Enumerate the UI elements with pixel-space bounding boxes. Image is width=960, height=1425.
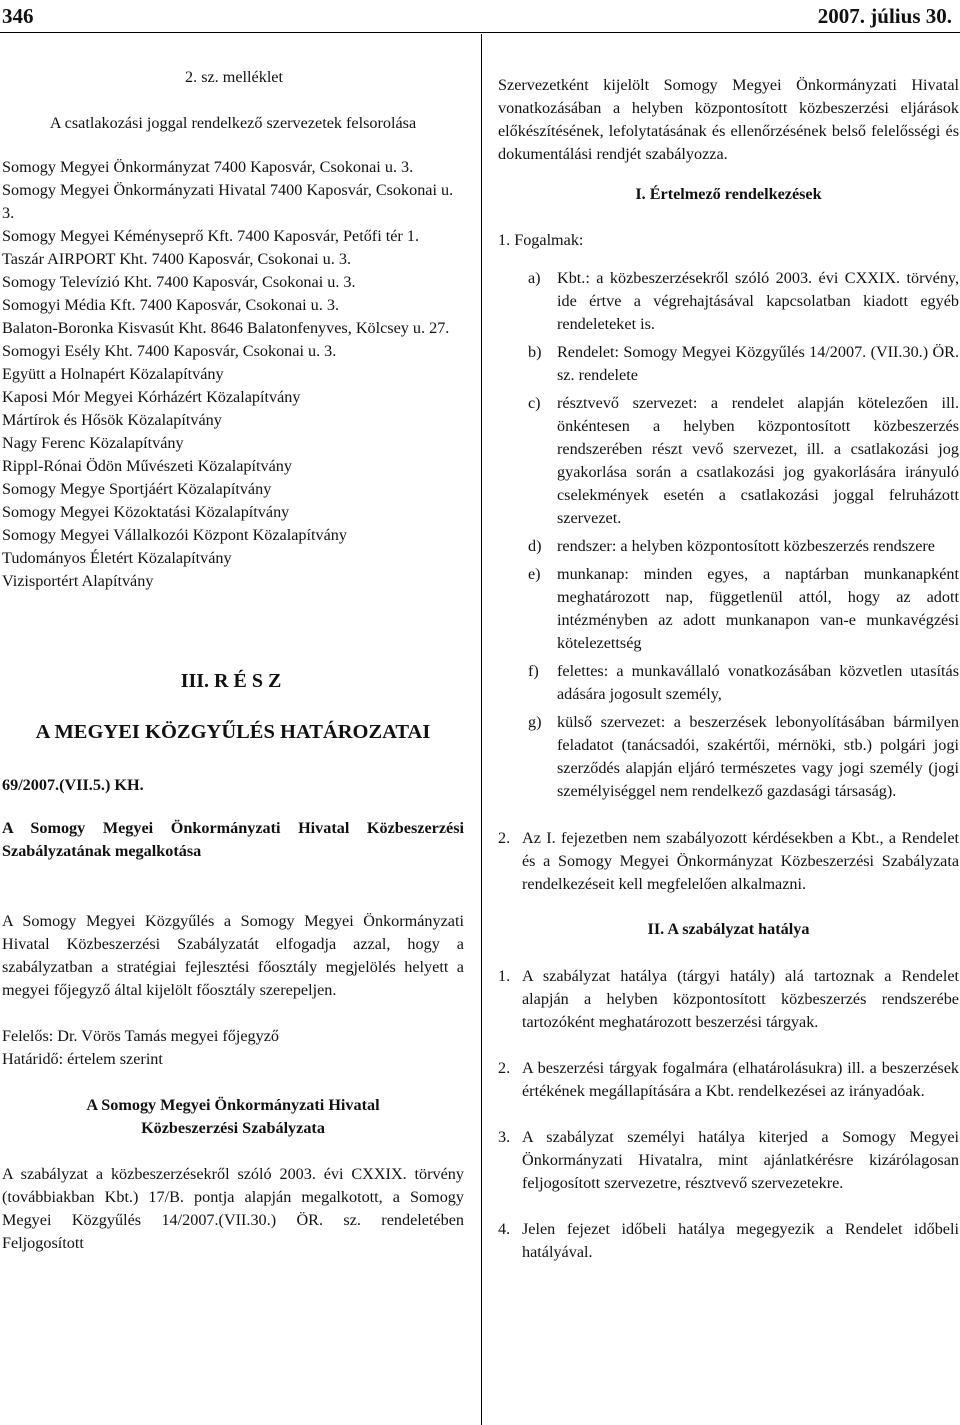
scope-list	[498, 965, 959, 1264]
issue-date: 2007. július 30.	[817, 4, 952, 28]
scope-text: A szabályzat személyi hatálya kiterjed a Somogy Megyei Önkormányzati Hivatalra, mint ajánlatkérésre kizárólagosan feljogosított szervezetre, résztvevő szervezetekre.	[522, 1128, 959, 1192]
definitions-list	[498, 267, 959, 803]
org-item: Kaposi Mór Megyei Kórházért Közalapítvány	[2, 388, 301, 406]
scope-number: 2.	[498, 1059, 511, 1077]
definition-text: résztvevő szervezet: a rendelet alapján kötelezően ill. önkéntesen a helyben központosított közbeszerzés rendszerében részt vevő szervezet, ill. a csatlakozási jog gyakorlása során a csatlakozási jog gyakorlására irányuló cselekmények esetén a csatlakozási joggal felruházott szervezet.	[557, 394, 959, 527]
org-item: Somogyi Esély Kht. 7400 Kaposvár, Csokonai u. 3.	[2, 342, 337, 360]
definition-label: e)	[528, 565, 541, 583]
rules-intro-continued: Szervezetként kijelölt Somogy Megyei Önkormányzati Hivatal vonatkozásában a helyben központosított közbeszerzési eljárások előkészítésének, lefolytatásának és ellenőrzésének belső felelősségi és dokumentálási rendjét szabályozza.	[498, 76, 959, 163]
org-item: Tudományos Életért Közalapítvány	[2, 549, 232, 567]
chapter1-title: I. Értelmező rendelkezések	[635, 185, 822, 203]
org-item: Somogy Megyei Önkormányzat 7400 Kaposvár, Csokonai u. 3.	[2, 158, 414, 176]
org-item: Somogy Megyei Kéményseprő Kft. 7400 Kaposvár, Petőfi tér 1.	[2, 227, 420, 245]
definition-text: Kbt.: a közbeszerzésekről szóló 2003. évi CXXIX. törvény, ide értve a végrehajtásával kapcsolatban kiadott egyéb rendeleteket is.	[557, 269, 959, 333]
point-number: 2.	[498, 829, 511, 847]
right-column	[498, 74, 959, 1264]
org-item: Somogy Megye Sportjáért Közalapítvány	[2, 480, 272, 498]
header-rule	[0, 32, 960, 33]
definition-item	[528, 711, 959, 803]
point-2	[498, 827, 959, 896]
org-item: Együtt a Holnapért Közalapítvány	[2, 365, 224, 383]
org-item: Somogy Megyei Önkormányzati Hivatal 7400 Kaposvár, Csokonai u. 3.	[2, 181, 454, 222]
left-column	[2, 66, 464, 1255]
rules-intro: A szabályzat a közbeszerzésekről szóló 2003. évi CXXIX. törvény (továbbiakban Kbt.) 17/B. pontja alapján megalkotott, a Somogy Megyei Közgyűlés 14/2007.(VII.30.) ÖR. sz. rendeletében Feljogosított	[2, 1165, 464, 1252]
scope-number: 1.	[498, 967, 511, 985]
part-subtitle: A MEGYEI KÖZGYŰLÉS HATÁROZATAI	[35, 721, 431, 743]
definition-label: g)	[528, 713, 542, 731]
resolution-body: A Somogy Megyei Közgyűlés a Somogy Megyei Önkormányzati Hivatal Közbeszerzési Szabályzatát elfogadja azzal, hogy a szabályzatban a stratégiai fejlesztési főosztály megjelölés helyett a megyei főjegyző által kijelölt főosztály szerepeljen.	[2, 912, 464, 999]
org-item: Somogy Megyei Vállalkozói Központ Közalapítvány	[2, 526, 347, 544]
concepts-label: 1. Fogalmak:	[498, 231, 584, 249]
definition-label: f)	[528, 662, 539, 680]
definition-item	[528, 535, 959, 558]
deadline-line: Határidő: értelem szerint	[2, 1050, 163, 1068]
chapter2-title: II. A szabályzat hatálya	[647, 920, 810, 938]
definition-text: munkanap: minden egyes, a naptárban munkanapként meghatározott nap, függetlenül attól, hogy az adott intézményben az adott munkanapon van-e munkavégzési kötelezettség	[557, 565, 959, 652]
org-item: Somogy Megyei Közoktatási Közalapítvány	[2, 503, 290, 521]
scope-item	[498, 1126, 959, 1195]
scope-text: Jelen fejezet időbeli hatálya megegyezik a Rendelet időbeli hatályával.	[522, 1220, 959, 1261]
scope-number: 3.	[498, 1128, 511, 1146]
definition-text: felettes: a munkavállaló vonatkozásában közvetlen utasítás adására jogosult személy,	[557, 662, 959, 703]
page-number: 346	[2, 4, 34, 28]
definition-item	[528, 267, 959, 336]
scope-item	[498, 1057, 959, 1103]
org-item: Mártírok és Hősök Közalapítvány	[2, 411, 222, 429]
scope-text: A szabályzat hatálya (tárgyi hatály) alá tartoznak a Rendelet alapján a helyben központosított közbeszerzés rendszerébe tartozóként meghatározott beszerzési tárgyak.	[522, 967, 959, 1031]
org-item: Vizisportért Alapítvány	[2, 572, 154, 590]
responsible-line: Felelős: Dr. Vörös Tamás megyei főjegyző	[2, 1027, 280, 1045]
definition-text: Rendelet: Somogy Megyei Közgyűlés 14/2007. (VII.30.) ÖR. sz. rendelete	[557, 343, 959, 384]
org-item: Rippl-Rónai Ödön Művészeti Közalapítvány	[2, 457, 292, 475]
org-item: Somogyi Média Kft. 7400 Kaposvár, Csokonai u. 3.	[2, 296, 340, 314]
org-item: Somogy Televízió Kht. 7400 Kaposvár, Csokonai u. 3.	[2, 273, 356, 291]
point-text: Az I. fejezetben nem szabályozott kérdésekben a Kbt., a Rendelet és a Somogy Megyei Önkormányzat Közbeszerzési Szabályzata rendelkezéseit kell megfelelően alkalmazni.	[522, 829, 959, 893]
annex-title: A csatlakozási joggal rendelkező szervezetek felsorolása	[49, 114, 417, 132]
scope-item	[498, 1218, 959, 1264]
page-header	[0, 0, 960, 34]
part-title: III. R É S Z	[180, 670, 282, 692]
org-item: Balaton-Boronka Kisvasút Kht. 8646 Balatonfenyves, Kölcsey u. 27.	[2, 319, 450, 337]
org-list	[2, 156, 464, 593]
definition-item	[528, 341, 959, 387]
scope-item	[498, 965, 959, 1034]
annex-label: 2. sz. melléklet	[185, 68, 283, 86]
scope-number: 4.	[498, 1220, 511, 1238]
scope-text: A beszerzési tárgyak fogalmára (elhatárolásukra) ill. a beszerzések értékének megállapítására a Kbt. rendelkezései az irányadóak.	[522, 1059, 959, 1100]
resolution-number: 69/2007.(VII.5.) KH.	[2, 776, 144, 794]
rules-title: A Somogy Megyei Önkormányzati Hivatal Közbeszerzési Szabályzata	[86, 1096, 380, 1137]
definition-label: c)	[528, 394, 541, 412]
definition-item	[528, 660, 959, 706]
definition-label: d)	[528, 537, 542, 555]
column-divider	[481, 34, 482, 1425]
definition-item	[528, 563, 959, 655]
org-item: Nagy Ferenc Közalapítvány	[2, 434, 184, 452]
definition-text: rendszer: a helyben központosított közbeszerzés rendszere	[557, 537, 935, 555]
definition-label: b)	[528, 343, 542, 361]
definition-label: a)	[528, 269, 541, 287]
definition-item	[528, 392, 959, 530]
org-item: Taszár AIRPORT Kht. 7400 Kaposvár, Csokonai u. 3.	[2, 250, 351, 268]
resolution-title: A Somogy Megyei Önkormányzati Hivatal Közbeszerzési Szabályzatának megalkotása	[2, 819, 464, 860]
definition-text: külső szervezet: a beszerzések lebonyolításában bármilyen feladatot (tanácsadói, szakértői, mérnöki, stb.) polgári jogi szerződés alapján eljáró természetes vagy jogi személy (jogi személyiséggel nem rendelkező gazdasági társaság).	[557, 713, 959, 800]
